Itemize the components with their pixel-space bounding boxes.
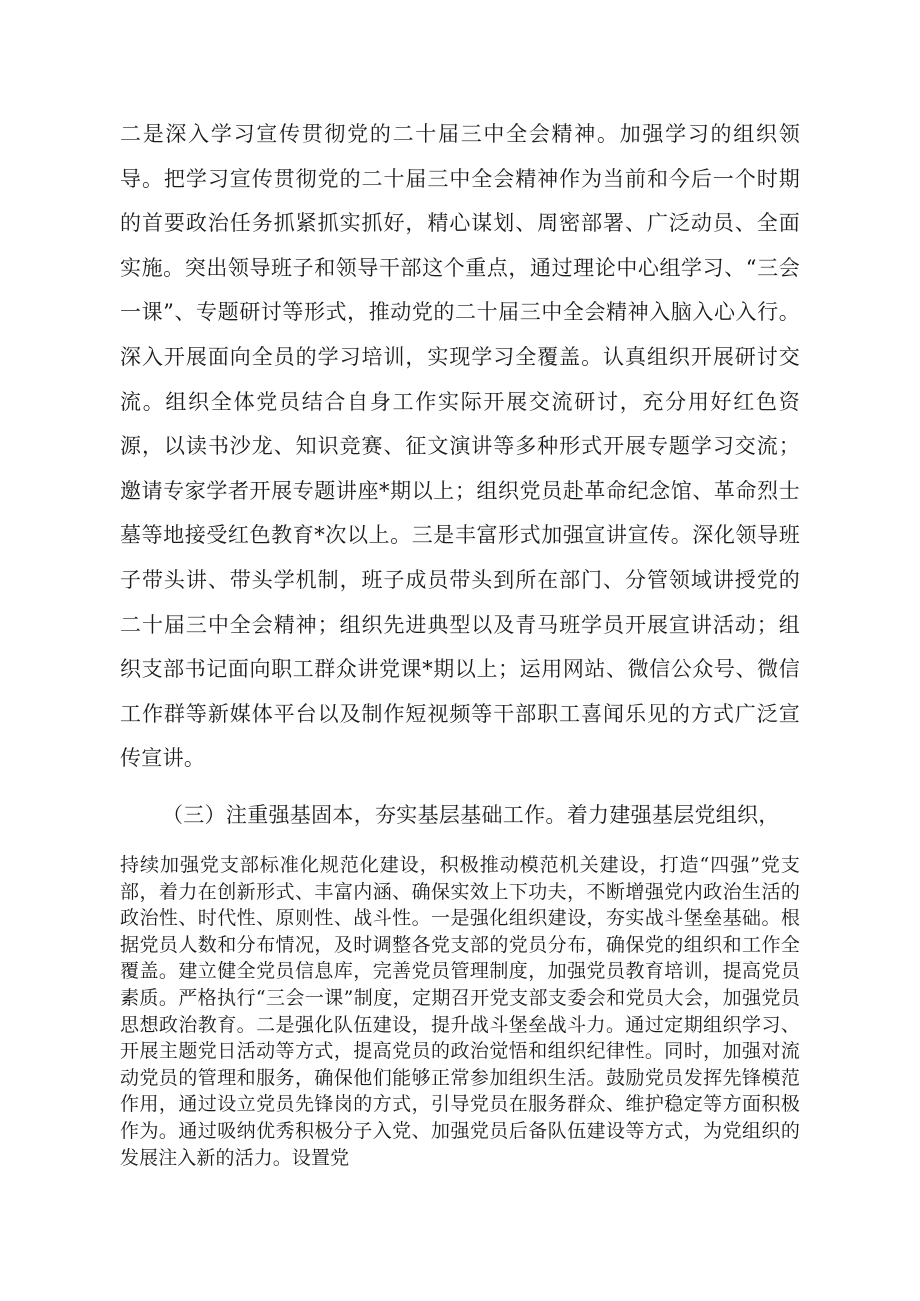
body-paragraph-study-and-publicity: 二是深入学习宣传贯彻党的二十届三中全会精神。加强学习的组织领导。把学习宣传贯彻党的二十届三中全会精神作为当前和今后一个时期的首要政治任务抓紧抓实抓好，精心谋划、周密部署、广泛动员、全面实施。突出领导班子和领导干部这个重点，通过理论中心组学习、“三会一课”、专题研讨等形式，推动党的二十届三中全会精神入脑入心入行。深入开展面向全员的学习培训，实现学习全覆盖。认真组织开展研讨交流。组织全体党员结合自身工作实际开展交流研讨，充分用好红色资源，以读书沙龙、知识竞赛、征文演讲等多种形式开展专题学习交流；邀请专家学者开展专题讲座*期以上；组织党员赴革命纪念馆、革命烈士墓等地接受红色教育*次以上。三是丰富形式加强宣讲宣传。深化领导班子带头讲、带头学机制，班子成员带头到所在部门、分管领域讲授党的二十届三中全会精神；组织先进典型以及青马班学员开展宣讲活动；组织支部书记面向职工群众讲党课*期以上；运用网站、微信公众号、微信工作群等新媒体平台以及制作短视频等干部职工喜闻乐见的方式广泛宣传宣讲。 — [120, 122, 800, 771]
body-paragraph-grassroots-organization: 持续加强党支部标准化规范化建设，积极推动模范机关建设，打造“四强”党支部，着力在创新形式、丰富内涵、确保实效上下功夫，不断增强党内政治生活的政治性、时代性、原则性、战斗性。一是强化组织建设，夯实战斗堡垒基础。根据党员人数和分布情况，及时调整各党支部的党员分布，确保党的组织和工作全覆盖。建立健全党员信息库，完善党员管理制度，加强党员教育培训，提高党员素质。严格执行“三会一课”制度，定期召开党支部支委会和党员大会，加强党员思想政治教育。二是强化队伍建设，提升战斗堡垒战斗力。通过定期组织学习、开展主题党日活动等方式，提高党员的政治觉悟和组织纪律性。同时，加强对流动党员的管理和服务，确保他们能够正常参加组织生活。鼓励党员发挥先锋模范作用，通过设立党员先锋岗的方式，引导党员在服务群众、维护稳定等方面积极作为。通过吸纳优秀积极分子入党、加强党员后备队伍建设等方式，为党组织的发展注入新的活力。设置党 — [120, 854, 800, 1169]
section-heading-three: （三）注重强基固本，夯实基层基础工作。着力建强基层党组织， — [162, 803, 780, 827]
